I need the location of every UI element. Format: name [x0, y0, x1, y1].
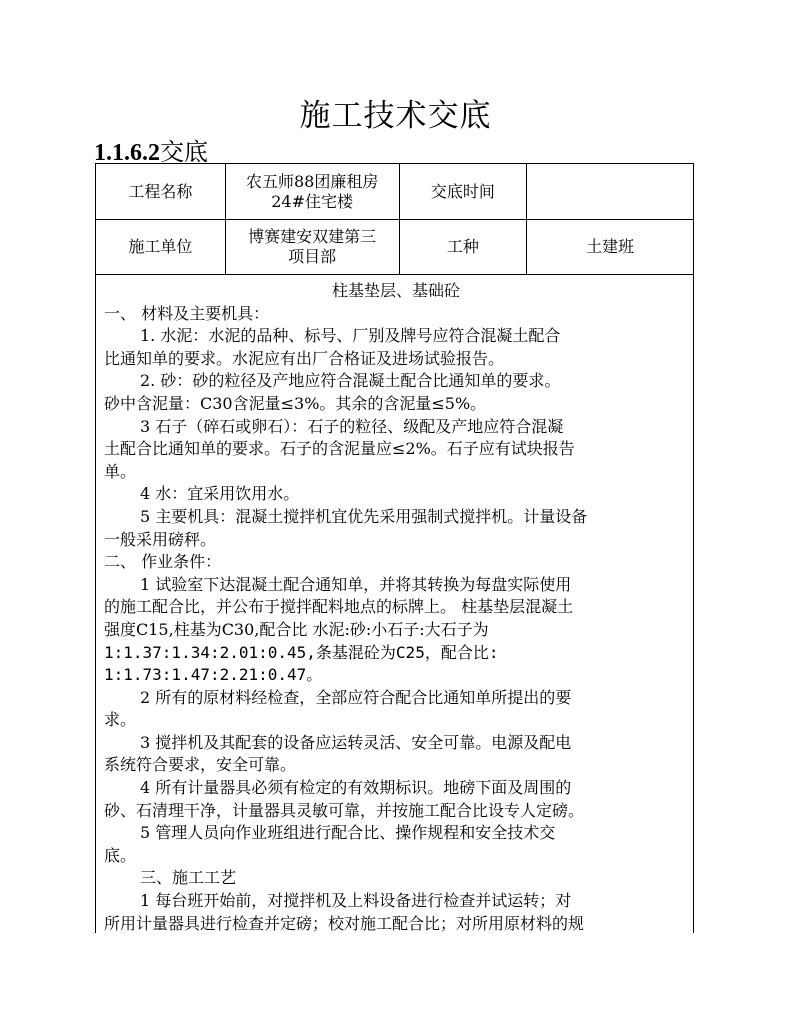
content-line: 3 搅拌机及其配套的设备应运转灵活、安全可靠。电源及配电 [140, 732, 572, 752]
content-line: 二、 作业条件： [104, 552, 222, 572]
content-line: 5 管理人员向作业班组进行配合比、操作规程和安全技术交 [140, 823, 556, 843]
content-line: 1. 水泥：水泥的品种、标号、厂别及牌号应符合混凝土配合 [140, 326, 561, 346]
content-line: 砂中含泥量：C30含泥量≤3%。其余的含泥量≤5%。 [104, 393, 487, 413]
content-line: 1 试验室下达混凝土配合通知单，并将其转换为每盘实际使用 [140, 574, 572, 594]
content-line: 1:1.73:1.47:2.21:0.47。 [104, 665, 323, 685]
handover-form [95, 163, 694, 933]
section-number: 1.1.6.2 [94, 140, 160, 166]
content-line: 砂、石清理干净，计量器具灵敏可靠，并按施工配合比设专人定磅。 [104, 800, 585, 820]
project-name-value [225, 164, 399, 220]
content-line: 1:1.37:1.34:2.01:0.45,条基混砼为C25，配合比: [104, 642, 499, 662]
content-line: 所用计量器具进行检查并定磅；校对施工配合比；对所用原材料的规 [104, 913, 585, 933]
project-name-value-line1: 农五师88团廉租房 [245, 171, 379, 191]
content-subject: 柱基垫层、基础砼 [331, 281, 460, 300]
content-line: 强度C15,柱基为C30,配合比 水泥:砂:小石子:大石子为 [104, 619, 489, 639]
content-line: 土配合比通知单的要求。石子的含泥量应≤2%。石子应有试块报告 [104, 439, 575, 459]
content-line: 一、 材料及主要机具： [104, 303, 270, 323]
project-name-value-line2: 24#住宅楼 [271, 191, 354, 211]
info-table [95, 163, 694, 275]
section-name: 交底 [160, 138, 208, 166]
info-row-project [96, 164, 694, 220]
content-line: 的施工配合比，并公布于搅拌配料地点的标牌上。 柱基垫层混凝土 [104, 597, 574, 617]
content-line: 4 水：宜采用饮用水。 [140, 484, 300, 504]
content-line: 求。 [104, 710, 137, 730]
content-line: 3 石子（碎石或卵石）：石子的粒径、级配及产地应符合混凝 [140, 416, 564, 436]
content-line: 三、施工工艺 [140, 868, 237, 888]
content-line: 1 每台班开始前，对搅拌机及上料设备进行检查并试运转；对 [140, 891, 572, 911]
handover-content [104, 280, 688, 935]
content-line: 单。 [104, 461, 137, 481]
content-line: 2. 砂：砂的粒径及产地应符合混凝土配合比通知单的要求。 [140, 371, 561, 391]
content-line: 4 所有计量器具必须有检定的有效期标识。地磅下面及周围的 [140, 778, 572, 798]
info-row-unit [96, 220, 694, 275]
content-line: 一般采用磅秤。 [104, 529, 217, 549]
content-line: 2 所有的原材料经检查，全部应符合配合比通知单所提出的要 [140, 687, 572, 707]
construction-unit-value-line2: 项目部 [288, 247, 337, 266]
content-line: 比通知单的要求。水泥应有出厂合格证及进场试验报告。 [104, 348, 505, 368]
trade-label: 工种 [399, 220, 527, 275]
content-line: 系统符合要求，安全可靠。 [104, 755, 297, 775]
section-heading [94, 132, 208, 167]
construction-unit-value-line1: 博赛建安双建第三 [248, 227, 377, 246]
content-line: 底。 [104, 845, 137, 865]
content-line: 5 主要机具：混凝土搅拌机宜优先采用强制式搅拌机。计量设备 [140, 506, 588, 526]
handover-time-value [527, 164, 694, 220]
project-name-label: 工程名称 [96, 164, 226, 220]
trade-value: 土建班 [527, 220, 694, 275]
construction-unit-label: 施工单位 [96, 220, 226, 275]
construction-unit-value [225, 220, 399, 275]
document-title: 施工技术交底 [299, 98, 492, 134]
handover-time-label: 交底时间 [399, 164, 527, 220]
